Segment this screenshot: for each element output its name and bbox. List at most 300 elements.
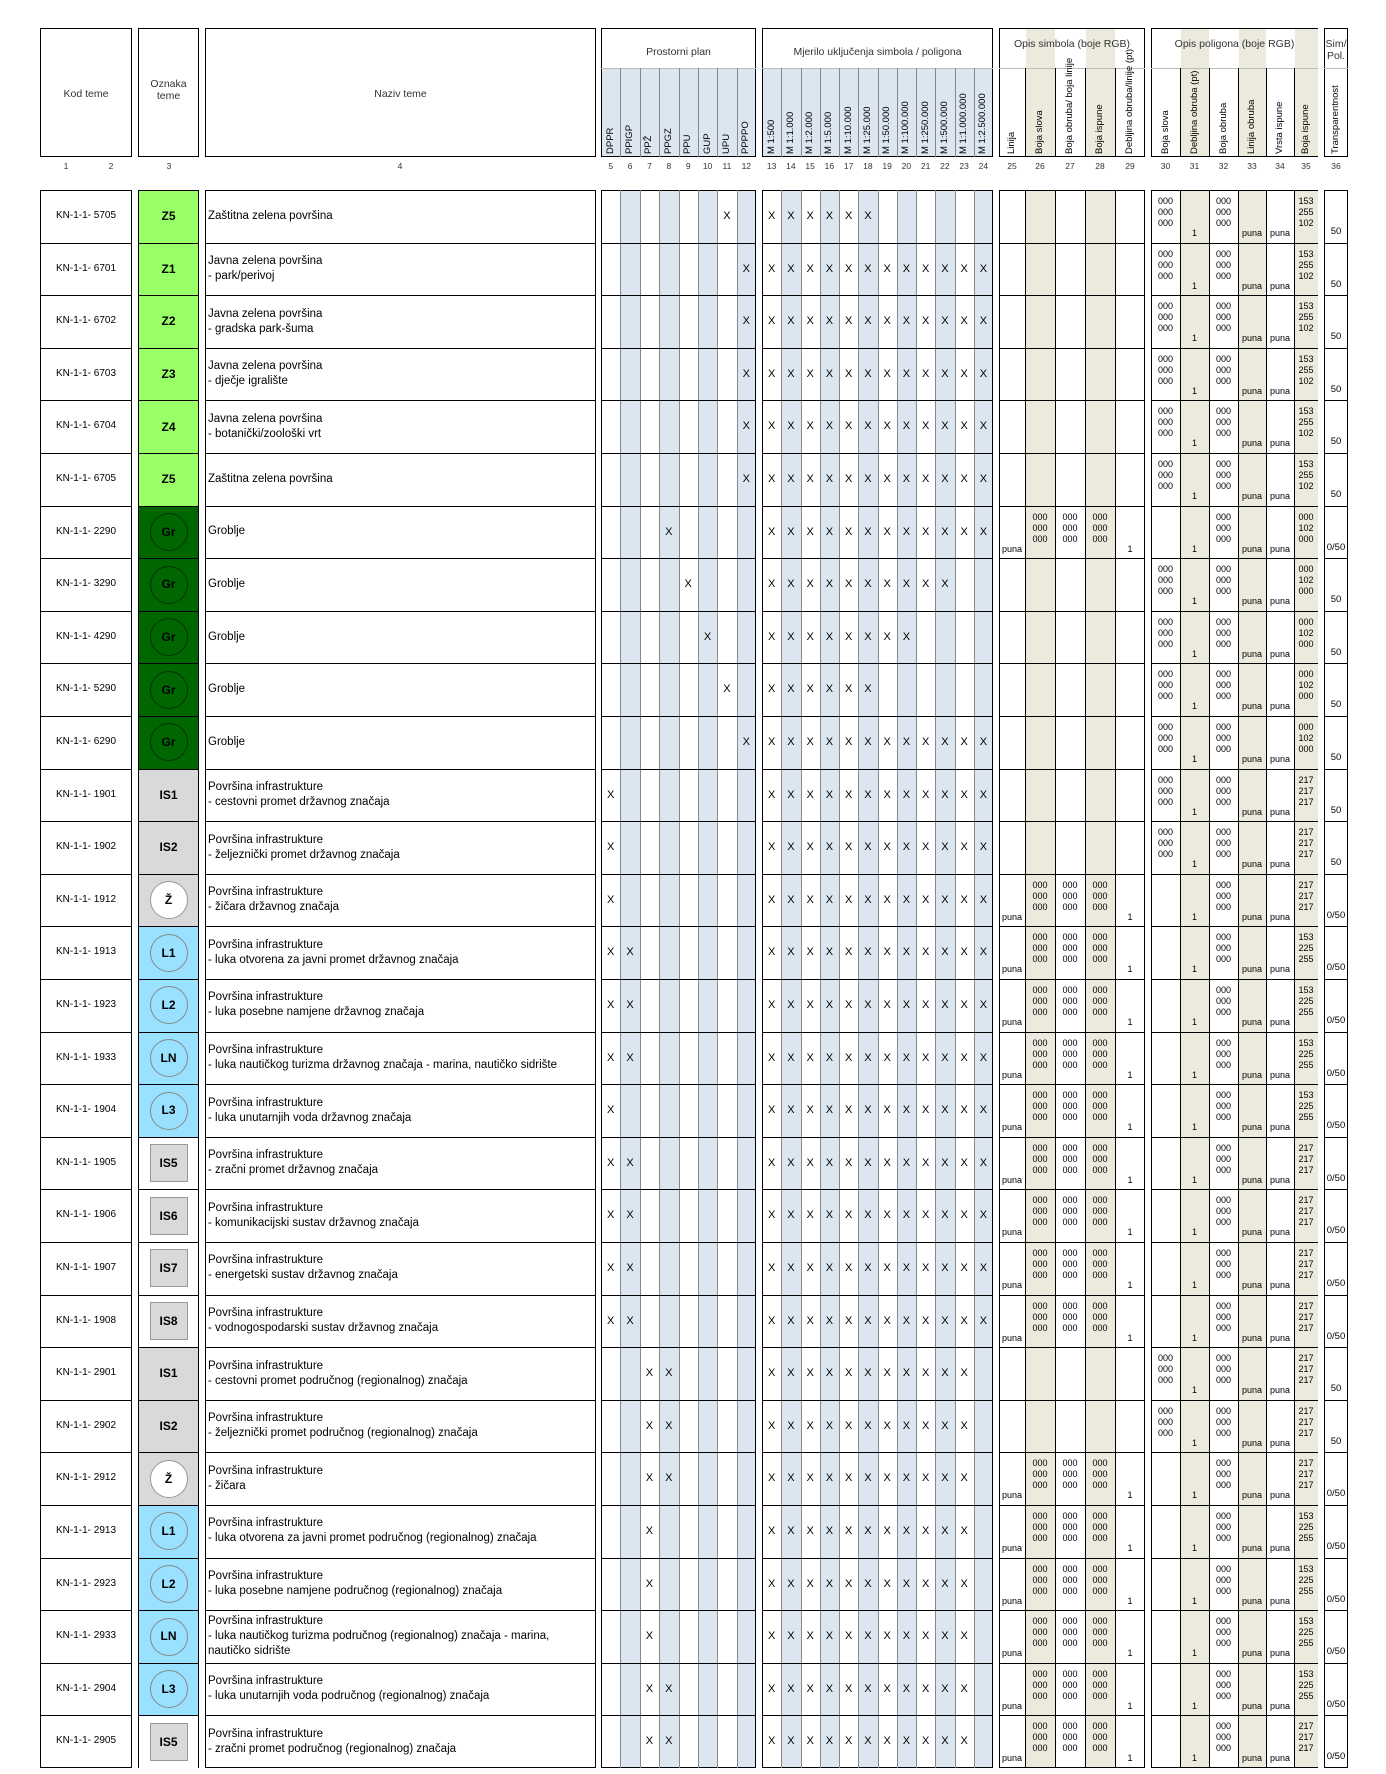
row-divider [1324,1715,1348,1716]
polygon-fill-type: puna [1269,438,1291,449]
row-divider [762,295,993,296]
scale-mark: X [825,1051,834,1064]
row-divider [999,1400,1145,1401]
symbol-letter-color: 000 [1032,1259,1048,1269]
scale-mark: X [767,1577,776,1590]
scale-mark: X [844,841,853,854]
scale-mark: X [844,367,853,380]
polygon-letter-color: 000 [1157,691,1174,702]
row-divider [205,243,596,244]
row-divider [999,611,1145,612]
scale-mark: X [941,999,949,1011]
scale-mark: X [979,946,988,959]
scale-mark: X [883,788,891,801]
polygon-fill-color: 217 [1298,1732,1314,1743]
scale-mark: X [883,1051,891,1064]
polygon-fill-color: 255 [1298,470,1314,480]
row-title-line: - komunikacijski sustav državnog značaja [208,1216,419,1229]
polygon-fill-color: 255 [1298,1533,1314,1543]
scale-mark: X [960,315,968,328]
scale-mark: X [979,1262,988,1274]
polygon-letter-color: 000 [1157,669,1174,680]
polygon-letter-color: 000 [1157,827,1174,838]
polygon-fill-type: puna [1269,1122,1291,1133]
polygon-fill-type: puna [1269,1069,1291,1080]
polygon-fill-color: 225 [1298,1627,1314,1638]
row-divider [601,769,756,770]
symbol-fill-color: 000 [1092,1458,1108,1469]
row-divider [205,1347,596,1348]
row-divider [205,1610,596,1611]
symbol-fill-color: 000 [1092,1248,1108,1258]
symbol-label: L1 [161,1524,176,1539]
plan-mark: X [607,893,615,906]
row-divider [1324,1663,1348,1664]
polygon-column-label: Linija obruba [1246,99,1257,154]
polygon-border-line: puna [1241,806,1263,817]
plan-mark: X [742,473,750,485]
plan-mark: X [665,1682,673,1695]
row-divider [1151,1663,1318,1664]
scale-mark: X [960,262,968,275]
row-code: KN-1-1- 1933 [55,1051,117,1063]
polygon-border-color: 000 [1215,1353,1232,1364]
row-code: KN-1-1- 2913 [55,1525,117,1536]
polygon-fill-color: 217 [1298,1427,1314,1438]
scale-column-label: M 1:100.000 [900,101,912,154]
transparency-value: 0/50 [1326,1646,1346,1658]
transparency-value: 0/50 [1326,1278,1346,1289]
symbol-fill-color: 000 [1092,943,1108,954]
symbol-letter-color: 000 [1032,1037,1048,1048]
scale-mark: X [864,999,872,1011]
row-title-line: Površina infrastrukture [208,1675,324,1688]
transparency-value: 0/50 [1326,1751,1346,1763]
scale-mark: X [941,315,949,328]
polygon-fill-type: puna [1269,911,1291,922]
symbol-fill-color: 000 [1092,1732,1108,1743]
polygon-fill-color: 217 [1298,774,1314,785]
polygon-border-color: 000 [1215,680,1232,691]
scale-mark: X [825,1735,834,1748]
polygon-fill-color: 217 [1298,1375,1314,1386]
plan-mark: X [645,1367,654,1380]
row-title-line: - gradska park-šuma [208,322,314,335]
scale-mark: X [883,1630,891,1643]
row-divider [1324,1084,1348,1085]
polygon-fill-type: puna [1269,1437,1291,1448]
scale-mark: X [941,473,949,485]
polygon-border-width: 1 [1191,1017,1197,1027]
row-title-line: Površina infrastrukture [208,1201,324,1214]
polygon-letter-color: 000 [1157,849,1174,860]
symbol-letter-color: 000 [1032,1090,1048,1101]
symbol-letter-color: 000 [1032,1142,1048,1153]
row-divider [762,1558,993,1559]
polygon-fill-color: 217 [1298,1405,1314,1416]
symbol-line-type: puna [1001,1332,1023,1343]
polygon-fill-color: 255 [1298,1007,1314,1017]
scale-mark: X [787,1577,795,1590]
column-number: 5 [608,161,614,171]
polygon-border-line: puna [1241,596,1263,607]
row-divider [205,1137,596,1138]
symbol-fill-color: 000 [1092,1164,1108,1175]
row-divider [999,558,1145,559]
symbol-column-label: Boja obruba/ boja linije [1064,57,1075,154]
symbol-label: Ž [164,1471,173,1486]
polygon-fill-color: 217 [1298,890,1314,901]
scale-mark: X [864,1051,872,1064]
polygon-border-line: puna [1241,1437,1263,1448]
plan-mark: X [742,262,750,275]
polygon-fill-color: 102 [1298,627,1314,638]
polygon-border-color: 000 [1215,627,1232,638]
row-divider [601,663,756,664]
polygon-letter-color: 000 [1157,744,1174,754]
symbol-fill-color: 000 [1092,533,1108,544]
row-title-line: - luka posebne namjene područnog (regionalnog) značaja [208,1584,503,1597]
row-divider [999,1242,1145,1243]
row-divider [999,400,1145,401]
symbol-letter-color: 000 [1032,1511,1048,1521]
scale-mark: X [960,841,968,854]
symbol-border-color: 000 [1062,1217,1078,1228]
symbol-fill-color: 000 [1092,1469,1108,1480]
polygon-letter-color: 000 [1157,680,1174,691]
polygon-border-width: 1 [1191,1122,1197,1133]
plan-column-label: PPŽ [643,135,655,154]
scale-mark: X [844,946,853,959]
symbol-line-type: puna [1001,1280,1023,1290]
column-number: 6 [627,161,633,171]
polygon-border-width: 1 [1191,1227,1197,1238]
scale-mark: X [787,788,795,801]
polygon-fill-color: 000 [1298,638,1314,649]
row-code: KN-1-1- 5705 [55,210,117,221]
scale-mark: X [979,1104,988,1117]
symbol-letter-color: 000 [1032,1322,1048,1333]
plan-mark: X [742,736,750,748]
scale-mark: X [825,1472,834,1485]
scale-mark: X [844,473,853,485]
polygon-fill-color: 217 [1298,1153,1314,1164]
grid-line [858,68,859,157]
row-code: KN-1-1- 4290 [55,630,117,642]
row-divider [40,874,132,875]
scale-mark: X [921,1367,930,1380]
polygon-border-color: 000 [1215,1616,1232,1627]
polygon-border-line: puna [1241,1543,1263,1553]
scale-mark: X [825,473,834,485]
scale-mark: X [960,1262,968,1274]
symbol-border-color: 000 [1062,890,1078,901]
symbol-label: L2 [161,998,176,1013]
polygon-fill-type: puna [1269,701,1291,712]
symbol-border-color: 000 [1062,1522,1078,1532]
grid-line [1085,68,1086,157]
symbol-letter-color: 000 [1032,1585,1048,1596]
scale-mark: X [864,1209,872,1222]
row-divider [205,979,596,980]
scale-mark: X [767,210,776,222]
row-divider [1151,716,1318,717]
scale-mark: X [941,788,949,801]
polygon-border-color: 000 [1215,733,1232,743]
transparency-value: 50 [1330,1435,1342,1447]
scale-mark: X [787,999,795,1011]
row-divider [1151,558,1318,559]
polygon-border-line: puna [1241,1069,1263,1080]
scale-mark: X [806,525,814,538]
plan-mark: X [607,1156,615,1169]
opis-poligona-title: Opis poligona (boje RGB) [1174,38,1295,50]
scale-mark: X [844,1682,853,1695]
row-code: KN-1-1- 2904 [55,1682,117,1694]
symbol-label: Ž [164,893,173,908]
column-number: 29 [1125,161,1135,171]
row-title-line: - luka nautičkog turizma državnog značaja - marina, nautičko sidrište [208,1058,557,1071]
scale-mark: X [921,473,930,485]
row-divider [762,926,993,927]
scale-mark: X [825,1682,834,1695]
plan-mark: X [626,1209,634,1222]
row-code: KN-1-1- 1907 [55,1262,117,1273]
row-divider [999,1084,1145,1085]
symbol-fill-color: 000 [1092,1300,1108,1311]
grid-line [679,68,680,157]
row-divider [205,1242,596,1243]
symbol-letter-color: 000 [1032,1270,1048,1280]
polygon-fill-color: 217 [1298,785,1314,796]
scale-mark: X [864,315,872,328]
scale-mark: X [844,1419,853,1432]
column-number: 26 [1035,161,1045,171]
symbol-letter-color: 000 [1032,932,1048,943]
transparency-value: 0/50 [1326,1120,1346,1132]
scale-mark: X [864,1472,872,1485]
row-divider [1324,1610,1348,1611]
grid-line [620,68,621,157]
symbol-fill-color: 000 [1092,1153,1108,1164]
scale-mark: X [883,630,891,643]
polygon-border-color: 000 [1215,827,1232,838]
symbol-border-color: 000 [1062,1458,1078,1469]
polygon-fill-type: puna [1269,1227,1291,1238]
row-title-line: Površina infrastrukture [208,991,324,1004]
symbol-line-width: 1 [1127,1543,1133,1553]
scale-mark: X [825,1577,834,1590]
scale-mark: X [921,1630,930,1643]
symbol-border-color: 000 [1062,1721,1078,1732]
row-code: KN-1-1- 1901 [55,788,117,800]
symbol-fill-color: 000 [1092,932,1108,943]
symbol-fill-color: 000 [1092,1142,1108,1153]
scale-mark: X [767,999,776,1011]
row-divider [1324,1505,1348,1506]
symbol-label: IS6 [159,1208,178,1223]
scale-mark: X [941,1472,949,1485]
scale-mark: X [825,946,834,959]
row-title-line: Površina infrastrukture [208,1727,324,1740]
header-divider [1324,68,1348,69]
symbol-letter-color: 000 [1032,1059,1048,1070]
scale-mark: X [767,525,776,538]
row-divider [601,1242,756,1243]
symbol-label: IS5 [159,1156,178,1171]
symbol-letter-color: 000 [1032,901,1048,912]
row-divider [1151,1452,1318,1453]
scale-mark: X [979,999,988,1011]
scale-mark: X [883,736,891,748]
row-title-line: - cestovni promet državnog značaja [208,795,390,808]
row-divider [762,1452,993,1453]
scale-mark: X [844,578,853,591]
symbol-border-color: 000 [1062,1300,1078,1311]
polygon-fill-color: 225 [1298,1101,1314,1112]
scale-mark: X [864,525,872,538]
scale-mark: X [979,315,988,328]
polygon-border-color: 000 [1215,1037,1232,1048]
polygon-fill-color: 255 [1298,207,1314,217]
plan-mark: X [645,1525,654,1537]
polygon-border-color: 000 [1215,1405,1232,1416]
polygon-letter-color: 000 [1157,323,1174,334]
grid-line [698,68,699,157]
row-divider [999,926,1145,927]
scale-column-label: M 1:10.000 [842,106,854,154]
row-divider [40,716,132,717]
symbol-border-color: 000 [1062,1469,1078,1480]
row-divider [1151,1558,1318,1559]
scale-mark: X [767,262,776,275]
scale-mark: X [787,841,795,854]
symbol-fill-color: 000 [1092,1668,1108,1679]
row-divider [999,979,1145,980]
symbol-label: IS2 [159,840,178,855]
polygon-fill-color: 153 [1298,1511,1314,1521]
row-title-line: Javna zelena površina [208,307,323,320]
scale-mark: X [825,999,834,1011]
column-number: 4 [397,161,403,171]
symbol-label: L2 [161,1576,176,1591]
row-title-line: Groblje [208,630,246,643]
scale-mark: X [864,841,872,854]
column-number: 15 [805,161,815,171]
row-divider [762,716,993,717]
row-divider [762,1137,993,1138]
polygon-border-width: 1 [1191,1753,1197,1764]
scale-mark: X [825,1630,834,1643]
plan-mark: X [645,1577,654,1590]
scale-mark: X [921,1262,930,1274]
scale-mark: X [767,893,776,906]
scale-mark: X [787,1472,795,1485]
row-divider [205,1663,596,1664]
row-divider [40,1189,132,1190]
polygon-border-color: 000 [1215,1732,1232,1743]
row-divider [999,1558,1145,1559]
row-title-line: - zračni promet državnog značaja [208,1164,379,1177]
scale-mark: X [960,1472,968,1485]
polygon-fill-color: 102 [1298,481,1314,491]
symbol-line-width: 1 [1127,1490,1133,1501]
column-number: 24 [978,161,989,171]
scale-mark: X [864,893,872,906]
symbol-fill-color: 000 [1092,1690,1108,1701]
symbol-line-width: 1 [1127,964,1133,975]
scale-mark: X [902,262,911,275]
scale-mark: X [787,683,795,696]
transparency-value: 50 [1330,278,1342,290]
polygon-border-color: 000 [1215,511,1232,522]
scale-mark: X [921,1577,930,1590]
scale-mark: X [883,1682,891,1695]
polygon-border-color: 000 [1215,1142,1232,1153]
scale-mark: X [921,1156,930,1169]
row-divider [601,1715,756,1716]
scale-mark: X [844,525,853,538]
symbol-label: Z2 [161,314,176,329]
row-divider [999,1715,1145,1716]
symbol-letter-color: 000 [1032,1679,1048,1690]
grid-line [1115,68,1116,157]
polygon-fill-type: puna [1269,1543,1291,1553]
scale-mark: X [844,315,853,328]
scale-mark: X [979,262,988,275]
polygon-border-color: 000 [1215,1458,1232,1469]
scale-mark: X [825,1262,834,1274]
symbol-line-type: puna [1001,1648,1023,1659]
scale-mark: X [864,1262,872,1274]
row-title-line: - luka posebne namjene državnog značaja [208,1006,425,1019]
symbol-letter-color: 000 [1032,1311,1048,1322]
scale-mark: X [825,630,834,643]
scale-mark: X [844,630,853,643]
symbol-fill-color: 000 [1092,1679,1108,1690]
polygon-border-line: puna [1241,1753,1263,1764]
row-divider [40,1084,132,1085]
plan-mark: X [665,1472,673,1485]
symbol-fill-color: 000 [1092,1563,1108,1574]
row-divider [205,926,596,927]
scale-mark: X [767,1367,776,1380]
symbol-column-label: Debljina obruba/linije (pt) [1124,48,1135,154]
polygon-border-color: 000 [1215,375,1232,386]
grid-line [897,68,898,157]
polygon-border-color: 000 [1215,932,1232,943]
row-title-line: - park/perivoj [208,269,275,282]
scale-mark: X [864,1682,872,1695]
row-divider [40,1452,132,1453]
row-divider [762,400,993,401]
polygon-fill-type: puna [1269,228,1291,238]
naziv-teme-title: Naziv teme [374,88,427,100]
symbol-letter-color: 000 [1032,1217,1048,1228]
scale-mark: X [902,841,911,854]
symbol-letter-color: 000 [1032,1668,1048,1679]
row-divider [762,1400,993,1401]
row-divider [762,874,993,875]
scale-mark: X [787,630,795,643]
symbol-fill-color: 000 [1092,1059,1108,1070]
polygon-border-line: puna [1241,1227,1263,1238]
polygon-border-line: puna [1241,754,1263,764]
polygon-border-width: 1 [1191,964,1197,975]
symbol-line-width: 1 [1127,1122,1133,1133]
scale-mark: X [825,736,834,748]
scale-mark: X [941,1682,949,1695]
